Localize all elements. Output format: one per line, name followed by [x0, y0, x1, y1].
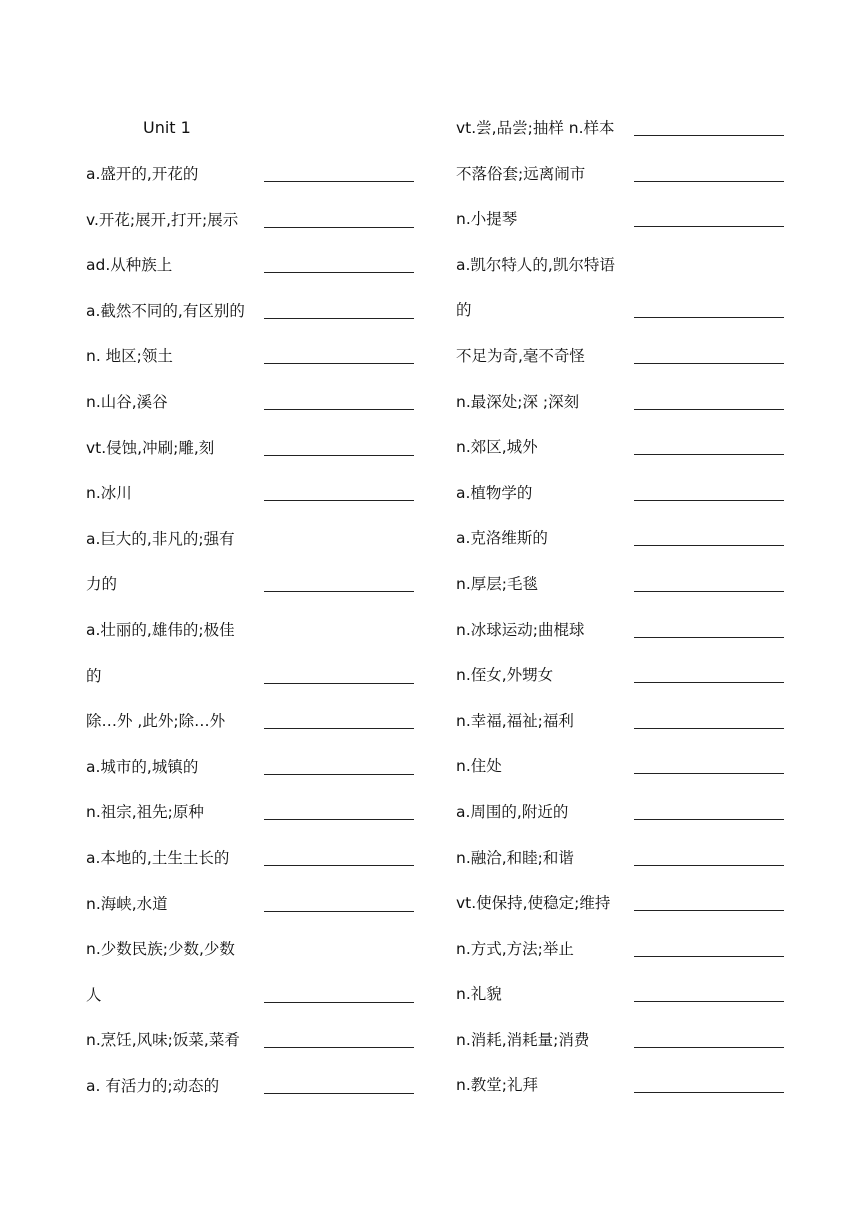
- vocab-row: [86, 392, 416, 438]
- vocab-definition: n.厚层;毛毯: [456, 574, 538, 593]
- vocab-row: [86, 1030, 416, 1076]
- answer-blank[interactable]: [264, 865, 414, 866]
- vocab-row: [86, 802, 416, 848]
- answer-blank[interactable]: [634, 226, 784, 227]
- vocab-row: [86, 574, 416, 620]
- vocab-definition: n.山谷,溪谷: [86, 392, 168, 411]
- vocab-definition: n.融洽,和睦;和谐: [456, 848, 574, 867]
- answer-blank[interactable]: [264, 1093, 414, 1094]
- answer-blank[interactable]: [264, 683, 414, 684]
- vocab-row: [86, 1076, 416, 1122]
- answer-blank[interactable]: [634, 409, 784, 410]
- vocab-row: [86, 529, 416, 575]
- vocab-row: [86, 985, 416, 1031]
- vocab-definition: a.周围的,附近的: [456, 802, 569, 821]
- answer-blank[interactable]: [634, 363, 784, 364]
- vocab-definition: a.植物学的: [456, 483, 533, 502]
- vocab-row: [86, 346, 416, 392]
- vocab-row: [456, 620, 786, 666]
- vocab-row: [86, 711, 416, 757]
- vocab-row: [456, 164, 786, 210]
- vocab-definition: a.克洛维斯的: [456, 529, 548, 548]
- vocab-row: [456, 255, 786, 301]
- vocab-row: [86, 894, 416, 940]
- answer-blank[interactable]: [264, 819, 414, 820]
- vocab-row: [86, 483, 416, 529]
- vocab-row: [456, 209, 786, 255]
- vocab-definition: a.壮丽的,雄伟的;极佳: [86, 620, 235, 639]
- vocab-row: [86, 939, 416, 985]
- answer-blank[interactable]: [264, 500, 414, 501]
- answer-blank[interactable]: [634, 773, 784, 774]
- vocab-definition: n.冰川: [86, 484, 132, 503]
- answer-blank[interactable]: [264, 774, 414, 775]
- answer-blank[interactable]: [634, 1001, 784, 1002]
- answer-blank[interactable]: [264, 181, 414, 182]
- vocab-definition: vt.使保持,使稳定;维持: [456, 894, 611, 913]
- answer-blank[interactable]: [264, 911, 414, 912]
- vocab-row: [456, 300, 786, 346]
- vocab-definition: 力的: [86, 575, 118, 594]
- answer-blank[interactable]: [264, 728, 414, 729]
- vocab-definition: 的: [86, 666, 102, 685]
- vocab-definition: n.祖宗,祖先;原种: [86, 803, 204, 822]
- vocab-row: [456, 483, 786, 529]
- vocab-definition: ad.从种族上: [86, 256, 173, 275]
- answer-blank[interactable]: [634, 500, 784, 501]
- answer-blank[interactable]: [264, 1002, 414, 1003]
- vocab-row: [456, 711, 786, 757]
- vocab-row: [456, 1030, 786, 1076]
- answer-blank[interactable]: [634, 317, 784, 318]
- answer-blank[interactable]: [264, 455, 414, 456]
- left-column: [86, 164, 416, 1121]
- answer-blank[interactable]: [634, 682, 784, 683]
- vocab-row: [456, 848, 786, 894]
- vocab-definition: a.凯尔特人的,凯尔特语: [456, 255, 615, 274]
- vocab-row: [456, 665, 786, 711]
- vocab-definition: a.巨大的,非凡的;强有: [86, 529, 235, 548]
- vocab-definition: n.冰球运动;曲棍球: [456, 620, 585, 639]
- answer-blank[interactable]: [634, 910, 784, 911]
- answer-blank[interactable]: [634, 545, 784, 546]
- vocab-definition: a. 有活力的;动态的: [86, 1076, 220, 1095]
- answer-blank[interactable]: [264, 1047, 414, 1048]
- vocab-row: [456, 939, 786, 985]
- vocab-definition: n.礼貌: [456, 985, 502, 1004]
- vocab-definition: a.盛开的,开花的: [86, 165, 199, 183]
- vocab-definition: n.侄女,外甥女: [456, 666, 554, 685]
- vocab-row: [86, 620, 416, 666]
- vocab-definition: n.郊区,城外: [456, 438, 538, 457]
- right-column: [456, 118, 786, 1121]
- vocab-definition: n.住处: [456, 757, 502, 776]
- vocab-row: [456, 346, 786, 392]
- answer-blank[interactable]: [634, 181, 784, 182]
- vocab-definition: vt.尝,品尝;抽样 n.样本: [456, 119, 615, 137]
- answer-blank[interactable]: [634, 591, 784, 592]
- answer-blank[interactable]: [634, 1092, 784, 1093]
- vocab-definition: 不落俗套;远离闹市: [456, 164, 586, 183]
- answer-blank[interactable]: [634, 454, 784, 455]
- answer-blank[interactable]: [634, 728, 784, 729]
- vocab-row: [456, 802, 786, 848]
- answer-blank[interactable]: [634, 956, 784, 957]
- answer-blank[interactable]: [264, 318, 414, 319]
- vocab-definition: n.最深处;深 ;深刻: [456, 392, 580, 411]
- page-title: Unit 1: [143, 118, 191, 137]
- vocab-row: [86, 255, 416, 301]
- answer-blank[interactable]: [634, 819, 784, 820]
- vocab-definition: a.城市的,城镇的: [86, 757, 199, 776]
- vocab-definition: a.本地的,土生土长的: [86, 848, 230, 867]
- vocab-definition: a.截然不同的,有区别的: [86, 301, 245, 320]
- vocab-definition: n.海峡,水道: [86, 894, 168, 913]
- vocab-definition: n.教堂;礼拜: [456, 1076, 538, 1095]
- vocab-definition: n.少数民族;少数,少数: [86, 940, 235, 959]
- vocab-row: [456, 574, 786, 620]
- vocab-row: [86, 210, 416, 256]
- vocab-row: [456, 984, 786, 1030]
- vocab-definition: 的: [456, 301, 472, 320]
- vocab-row: [456, 1075, 786, 1121]
- vocab-definition: 不足为奇,毫不奇怪: [456, 346, 585, 365]
- vocab-definition: n.小提琴: [456, 210, 518, 229]
- answer-blank[interactable]: [264, 409, 414, 410]
- answer-blank[interactable]: [634, 637, 784, 638]
- answer-blank[interactable]: [264, 363, 414, 364]
- vocab-row: [86, 164, 416, 210]
- vocab-row: [456, 893, 786, 939]
- vocab-row: [86, 757, 416, 803]
- vocab-definition: v.开花;展开,打开;展示: [86, 210, 239, 229]
- answer-blank[interactable]: [264, 591, 414, 592]
- answer-blank[interactable]: [264, 272, 414, 273]
- vocab-definition: n.烹饪,风味;饭菜,菜肴: [86, 1031, 240, 1050]
- vocab-row: [456, 118, 786, 164]
- vocab-definition: 人: [86, 985, 102, 1004]
- vocab-row: [456, 437, 786, 483]
- answer-blank[interactable]: [634, 135, 784, 136]
- vocab-definition: n.消耗,消耗量;消费: [456, 1030, 590, 1049]
- vocab-definition: vt.侵蚀,冲刷;雕,刻: [86, 438, 215, 457]
- vocab-row: [456, 392, 786, 438]
- vocab-row: [456, 756, 786, 802]
- vocab-definition: n.方式,方法;举止: [456, 939, 574, 958]
- answer-blank[interactable]: [634, 865, 784, 866]
- vocab-definition: n. 地区;领土: [86, 347, 173, 366]
- answer-blank[interactable]: [634, 1047, 784, 1048]
- vocab-row: [86, 666, 416, 712]
- vocab-row: [86, 301, 416, 347]
- vocab-definition: 除…外 ,此外;除…外: [86, 712, 226, 731]
- vocab-row: [86, 848, 416, 894]
- vocab-row: [86, 438, 416, 484]
- vocab-definition: n.幸福,福祉;福利: [456, 711, 574, 730]
- vocab-row: [456, 528, 786, 574]
- answer-blank[interactable]: [264, 227, 414, 228]
